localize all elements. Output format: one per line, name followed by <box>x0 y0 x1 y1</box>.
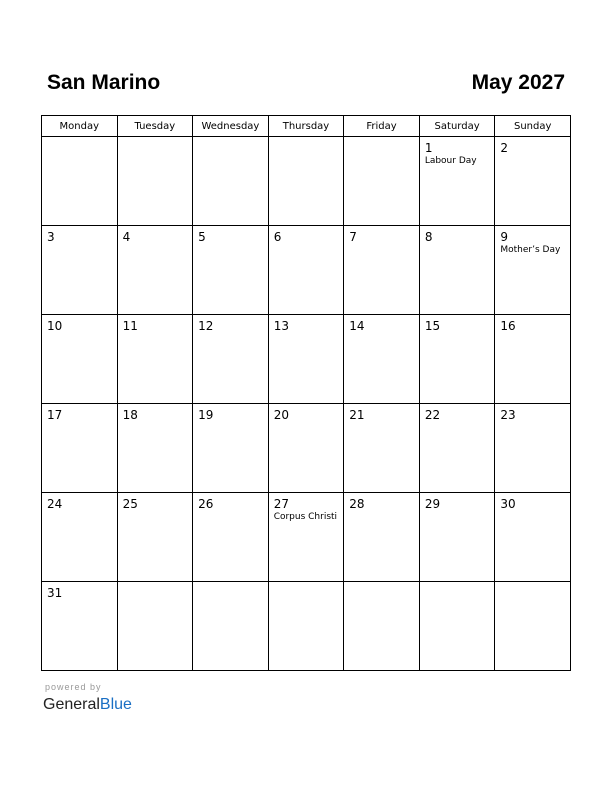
day-cell <box>42 137 118 226</box>
holiday-label <box>193 422 268 423</box>
holiday-label <box>193 511 268 512</box>
holiday-label <box>269 333 344 334</box>
weekday-header: Saturday <box>419 116 495 137</box>
day-cell <box>42 315 118 404</box>
day-cell <box>268 493 344 582</box>
holiday-label <box>420 333 495 334</box>
holiday-label <box>344 244 419 245</box>
day-cell <box>344 582 420 671</box>
day-number: 7 <box>349 230 357 244</box>
holiday-label <box>193 586 268 587</box>
day-number: 17 <box>47 408 63 422</box>
powered-by-label: powered by <box>45 682 102 692</box>
holiday-label: Labour Day <box>424 156 477 166</box>
day-number: 13 <box>273 319 289 333</box>
holiday-label <box>344 586 419 587</box>
week-row <box>42 137 571 226</box>
holiday-label <box>42 141 117 142</box>
day-number: 19 <box>198 408 214 422</box>
holiday-label <box>495 155 570 156</box>
day-number: 12 <box>198 319 214 333</box>
holiday-label <box>495 422 570 423</box>
day-cell <box>268 137 344 226</box>
day-number: 21 <box>349 408 365 422</box>
holiday-label <box>118 422 193 423</box>
day-number: 3 <box>47 230 55 244</box>
day-number: 27 <box>273 497 289 511</box>
day-cell <box>268 582 344 671</box>
holiday-label <box>269 422 344 423</box>
day-cell <box>419 226 495 315</box>
holiday-label <box>495 586 570 587</box>
day-cell <box>495 404 571 493</box>
weekday-header: Wednesday <box>193 116 269 137</box>
holiday-label <box>420 422 495 423</box>
day-cell <box>419 404 495 493</box>
day-cell <box>42 404 118 493</box>
day-cell <box>419 315 495 404</box>
month-year-title: May 2027 <box>471 71 565 94</box>
day-cell <box>419 493 495 582</box>
holiday-label <box>42 422 117 423</box>
day-cell <box>344 493 420 582</box>
country-title: San Marino <box>47 71 161 94</box>
day-cell <box>268 404 344 493</box>
day-cell <box>495 315 571 404</box>
holiday-label <box>118 586 193 587</box>
day-cell <box>117 582 193 671</box>
holiday-label <box>269 141 344 142</box>
week-row <box>42 315 571 404</box>
day-number: 30 <box>500 497 516 511</box>
weekday-header: Thursday <box>268 116 344 137</box>
day-number: 16 <box>500 319 516 333</box>
day-number: 1 <box>424 141 433 155</box>
day-cell <box>42 493 118 582</box>
week-row <box>42 404 571 493</box>
holiday-label <box>344 511 419 512</box>
day-cell <box>419 137 495 226</box>
weekday-header: Tuesday <box>117 116 193 137</box>
weekday-header: Sunday <box>495 116 571 137</box>
day-cell <box>495 582 571 671</box>
holiday-label <box>42 600 117 601</box>
holiday-label <box>495 333 570 334</box>
holiday-label: Corpus Christi <box>273 512 338 522</box>
day-cell <box>268 226 344 315</box>
day-number: 5 <box>198 230 206 244</box>
day-cell <box>344 315 420 404</box>
day-number: 18 <box>122 408 138 422</box>
day-number: 22 <box>424 408 441 422</box>
day-number: 6 <box>273 230 282 244</box>
day-cell <box>268 315 344 404</box>
day-number: 26 <box>198 497 214 511</box>
generalblue-footer <box>43 682 132 715</box>
holiday-label <box>420 244 495 245</box>
day-cell <box>117 404 193 493</box>
holiday-label <box>118 511 193 512</box>
calendar-header <box>41 70 571 98</box>
day-cell <box>495 137 571 226</box>
day-cell <box>495 226 571 315</box>
brand-blue-text: Blue <box>99 696 132 713</box>
holiday-label <box>420 511 495 512</box>
brand-general-text: General <box>43 696 100 713</box>
day-cell <box>495 493 571 582</box>
day-number: 15 <box>424 319 441 333</box>
day-cell <box>193 226 269 315</box>
weekday-header-row <box>42 116 571 137</box>
holiday-label <box>118 141 193 142</box>
holiday-label <box>193 244 268 245</box>
day-cell <box>117 493 193 582</box>
holiday-label <box>420 586 495 587</box>
day-cell <box>42 582 118 671</box>
generalblue-logo[interactable] <box>43 695 132 715</box>
day-number: 4 <box>122 230 131 244</box>
holiday-label <box>42 511 117 512</box>
day-number: 29 <box>424 497 441 511</box>
holiday-label <box>42 333 117 334</box>
day-cell <box>117 137 193 226</box>
day-number: 2 <box>500 141 509 155</box>
weekday-header: Friday <box>344 116 420 137</box>
day-cell <box>344 137 420 226</box>
holiday-label <box>344 422 419 423</box>
day-cell <box>344 226 420 315</box>
day-number: 9 <box>500 230 509 244</box>
month-calendar-grid <box>41 115 571 671</box>
day-number: 8 <box>424 230 433 244</box>
holiday-label <box>193 141 268 142</box>
week-row <box>42 493 571 582</box>
day-cell <box>193 404 269 493</box>
holiday-label <box>193 333 268 334</box>
day-number: 28 <box>349 497 365 511</box>
holiday-label: Mother’s Day <box>500 245 561 255</box>
holiday-label <box>118 244 193 245</box>
weekday-header: Monday <box>42 116 118 137</box>
day-number: 10 <box>47 319 63 333</box>
day-cell <box>344 404 420 493</box>
day-cell <box>117 226 193 315</box>
day-number: 25 <box>122 497 138 511</box>
holiday-label <box>42 244 117 245</box>
day-cell <box>42 226 118 315</box>
holiday-label <box>118 333 193 334</box>
holiday-label <box>269 586 344 587</box>
week-row <box>42 226 571 315</box>
holiday-label <box>344 333 419 334</box>
day-number: 31 <box>47 586 63 600</box>
day-number: 11 <box>122 319 138 333</box>
day-cell <box>117 315 193 404</box>
day-number: 20 <box>273 408 289 422</box>
holiday-label <box>344 141 419 142</box>
day-number: 14 <box>349 319 365 333</box>
day-cell <box>419 582 495 671</box>
day-number: 23 <box>500 408 516 422</box>
holiday-label <box>269 244 344 245</box>
day-number: 24 <box>47 497 63 511</box>
day-cell <box>193 315 269 404</box>
day-cell <box>193 137 269 226</box>
week-row <box>42 582 571 671</box>
holiday-label <box>495 511 570 512</box>
day-cell <box>193 582 269 671</box>
day-cell <box>193 493 269 582</box>
